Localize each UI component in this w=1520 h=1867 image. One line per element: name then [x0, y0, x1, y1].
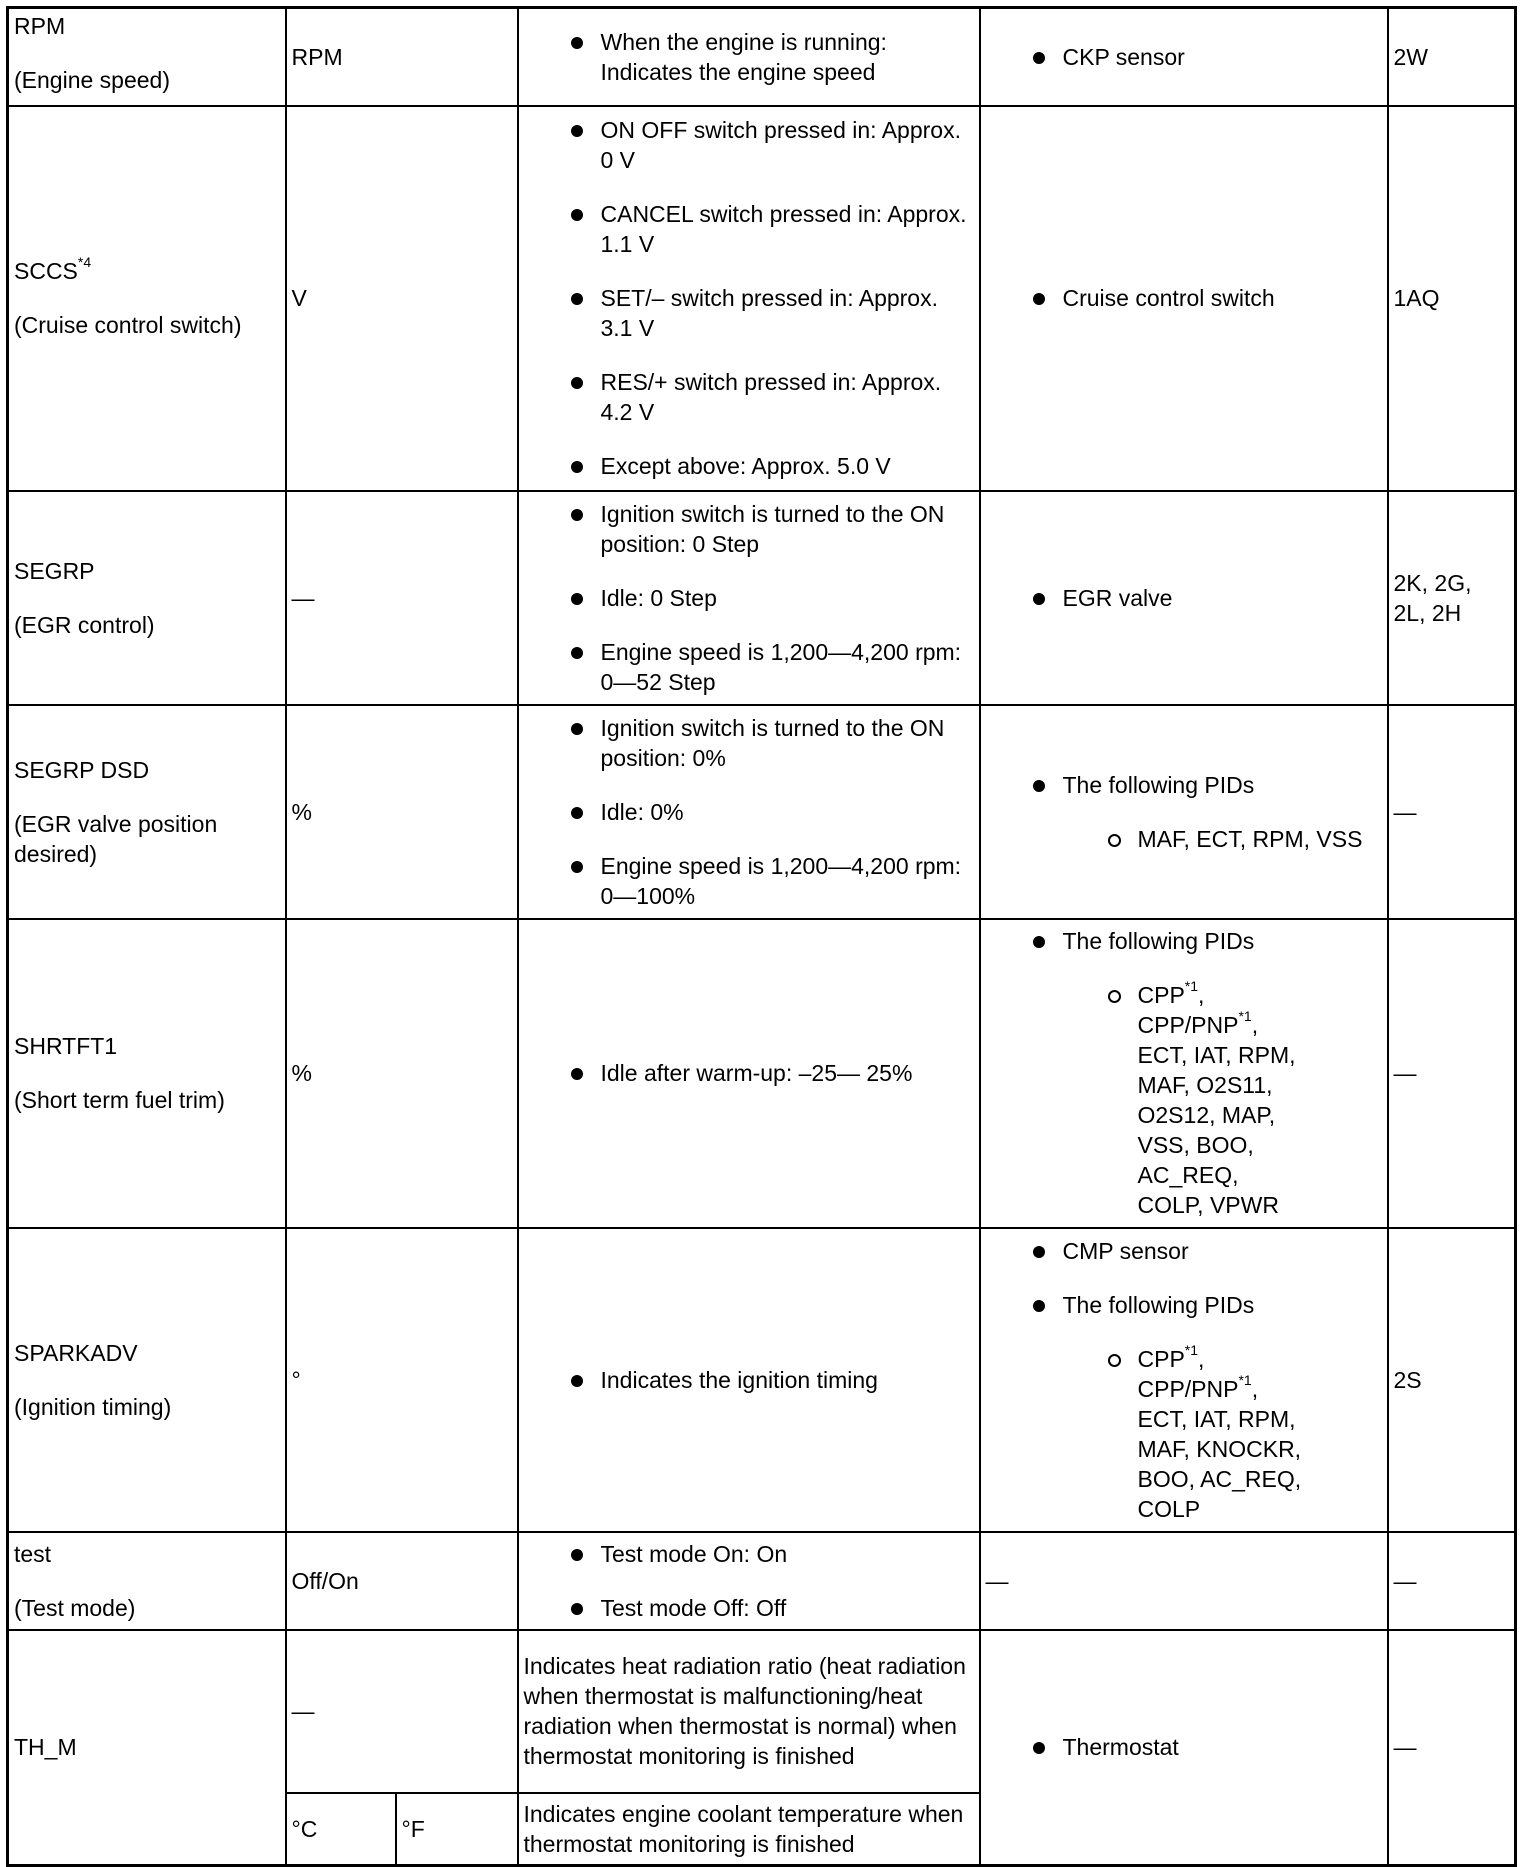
condition-cell	[518, 1532, 980, 1630]
pid-token: CPP/PNP	[1137, 1375, 1239, 1402]
table-row-th-m	[8, 1630, 1516, 1793]
condition-item: Idle: 0%	[524, 797, 974, 827]
table-row-sccs	[8, 106, 1516, 491]
input-cell	[980, 106, 1388, 491]
pid-separator: ,	[1251, 1012, 1259, 1038]
pid-cell	[8, 491, 286, 705]
unit-value: %	[291, 798, 312, 825]
pid-cell	[8, 919, 286, 1228]
pid-description: (Short term fuel trim)	[14, 1087, 225, 1113]
unit-cell	[286, 491, 518, 705]
terminal-cell	[1388, 1532, 1516, 1630]
condition-cell	[518, 1630, 980, 1793]
footnote-marker: *1	[1238, 1371, 1252, 1388]
pid-name: test	[14, 1540, 52, 1567]
pid-name	[14, 256, 280, 286]
table-row-test	[8, 1532, 1516, 1630]
condition-cell	[518, 491, 980, 705]
condition-cell	[518, 1228, 980, 1532]
pid-list-item: MAF, ECT, RPM, VSS	[1063, 824, 1382, 854]
table-row-shrtft1	[8, 919, 1516, 1228]
pid-separator: ,	[1198, 1345, 1205, 1372]
condition-item: SET/– switch pressed in: Approx. 3.1 V	[524, 283, 974, 343]
pid-list-item	[1063, 980, 1382, 1220]
unit-value: °F	[401, 1815, 425, 1842]
footnote-marker: *1	[1238, 1008, 1252, 1025]
input-item	[986, 770, 1382, 854]
condition-item: ON OFF switch pressed in: Approx. 0 V	[524, 115, 974, 175]
unit-value: —	[291, 584, 315, 611]
unit-value: %	[291, 1060, 312, 1086]
terminal-value: —	[1393, 798, 1417, 825]
unit-cell-fahrenheit	[396, 1793, 518, 1866]
condition-item: Ignition switch is turned to the ON position: 0%	[524, 713, 974, 773]
pid-token: CPP/PNP	[1137, 1012, 1239, 1038]
footnote-marker: *1	[1184, 1341, 1199, 1358]
condition-cell	[518, 8, 980, 106]
pid-cell	[8, 106, 286, 491]
input-item-text: The following PIDs	[1062, 1291, 1255, 1318]
condition-cell	[518, 106, 980, 491]
terminal-value: —	[1393, 1060, 1417, 1086]
pid-name: RPM	[14, 13, 66, 39]
terminal-value: —	[1393, 1567, 1417, 1594]
condition-cell	[518, 919, 980, 1228]
terminal-value: 2K, 2G, 2L, 2H	[1393, 569, 1472, 626]
pid-name-text: SCCS	[14, 258, 78, 284]
condition-item: Engine speed is 1,200—4,200 rpm: 0—52 Step	[524, 637, 974, 697]
pid-token: CPP	[1137, 982, 1185, 1008]
pid-description: (EGR control)	[14, 611, 155, 638]
input-item: CMP sensor	[986, 1236, 1382, 1266]
condition-item: Except above: Approx. 5.0 V	[524, 451, 974, 481]
pid-name: SHRTFT1	[14, 1033, 118, 1059]
pid-description: (Cruise control switch)	[14, 312, 242, 338]
pid-cell	[8, 1532, 286, 1630]
condition-item: Idle after warm-up: –25— 25%	[524, 1058, 974, 1088]
terminal-cell	[1388, 919, 1516, 1228]
pid-name: SEGRP	[14, 557, 95, 584]
pid-cell	[8, 1228, 286, 1532]
table-row-segrp	[8, 491, 1516, 705]
unit-value: —	[291, 1698, 315, 1724]
terminal-value: 2S	[1393, 1366, 1422, 1393]
pid-separator: ,	[1198, 982, 1205, 1008]
condition-cell	[518, 1793, 980, 1866]
terminal-cell	[1388, 491, 1516, 705]
condition-item: RES/+ switch pressed in: Approx. 4.2 V	[524, 367, 974, 427]
condition-item: Ignition switch is turned to the ON position: 0 Step	[524, 499, 974, 559]
table-row-rpm	[8, 8, 1516, 106]
unit-cell	[286, 106, 518, 491]
input-cell	[980, 919, 1388, 1228]
input-item-text: The following PIDs	[1062, 928, 1255, 954]
input-cell	[980, 1630, 1388, 1866]
input-item	[986, 926, 1382, 1220]
input-cell	[980, 1532, 1388, 1630]
terminal-value: —	[1393, 1734, 1417, 1761]
unit-cell	[286, 919, 518, 1228]
input-cell	[980, 705, 1388, 919]
input-item: CKP sensor	[986, 42, 1382, 72]
input-item: EGR valve	[986, 583, 1382, 613]
condition-item: Test mode Off: Off	[524, 1593, 974, 1623]
condition-item: Engine speed is 1,200—4,200 rpm: 0—100%	[524, 851, 974, 911]
condition-item: CANCEL switch pressed in: Approx. 1.1 V	[524, 199, 974, 259]
pid-list-item	[1063, 1341, 1382, 1524]
condition-cell	[518, 705, 980, 919]
pid-name: SPARKADV	[14, 1339, 138, 1366]
pid-name: TH_M	[14, 1734, 77, 1761]
pid-cell	[8, 705, 286, 919]
unit-cell	[286, 705, 518, 919]
pid-description: (Ignition timing)	[14, 1393, 172, 1420]
input-cell	[980, 1228, 1388, 1532]
table-row-segrp-dsd	[8, 705, 1516, 919]
pid-cell	[8, 1630, 286, 1866]
pid-separator: ,	[1251, 1375, 1259, 1402]
unit-value: RPM	[291, 43, 343, 70]
unit-cell	[286, 8, 518, 106]
unit-value: Off/On	[291, 1567, 359, 1594]
pid-monitor-table	[6, 6, 1517, 1867]
input-value: —	[985, 1567, 1009, 1594]
input-cell	[980, 8, 1388, 106]
unit-cell	[286, 1630, 518, 1793]
unit-cell	[286, 1532, 518, 1630]
terminal-value: 2W	[1393, 43, 1428, 70]
pid-list-text: ECT, IAT, RPM, MAF, KNOCKR, BOO, AC_REQ, COLP	[1137, 1405, 1302, 1522]
terminal-cell	[1388, 8, 1516, 106]
unit-cell	[286, 1228, 518, 1532]
input-item: Cruise control switch	[986, 283, 1382, 313]
unit-cell-celsius	[286, 1793, 396, 1866]
condition-item: Idle: 0 Step	[524, 583, 974, 613]
condition-text: Indicates heat radiation ratio (heat radiation when thermostat is malfunctioning/heat radiation when thermostat is normal) when thermostat monitoring is finished	[523, 1653, 966, 1769]
terminal-cell	[1388, 705, 1516, 919]
input-item	[986, 1290, 1382, 1524]
condition-item: When the engine is running: Indicates the engine speed	[524, 27, 974, 87]
pid-name: SEGRP DSD	[14, 756, 150, 783]
footnote-marker: *4	[77, 254, 92, 271]
terminal-value: 1AQ	[1393, 285, 1440, 311]
terminal-cell	[1388, 106, 1516, 491]
pid-description: (Engine speed)	[14, 67, 170, 93]
pid-description: (Test mode)	[14, 1594, 136, 1621]
pid-description: (EGR valve position desired)	[14, 810, 218, 867]
unit-value: V	[291, 285, 307, 311]
input-item: Thermostat	[986, 1732, 1382, 1762]
footnote-marker: *1	[1184, 978, 1199, 995]
condition-text: Indicates engine coolant temperature when thermostat monitoring is finished	[523, 1800, 964, 1857]
pid-cell	[8, 8, 286, 106]
unit-value: °	[291, 1366, 301, 1393]
input-item-text: The following PIDs	[1062, 771, 1255, 798]
pid-token: CPP	[1137, 1345, 1185, 1372]
terminal-cell	[1388, 1228, 1516, 1532]
condition-item: Indicates the ignition timing	[524, 1365, 974, 1395]
unit-value: °C	[291, 1815, 318, 1842]
table-row-sparkadv	[8, 1228, 1516, 1532]
pid-list-text: ECT, IAT, RPM, MAF, O2S11, O2S12, MAP, VSS, BOO, AC_REQ, COLP, VPWR	[1137, 1042, 1296, 1218]
condition-item: Test mode On: On	[524, 1539, 974, 1569]
input-cell	[980, 491, 1388, 705]
terminal-cell	[1388, 1630, 1516, 1866]
